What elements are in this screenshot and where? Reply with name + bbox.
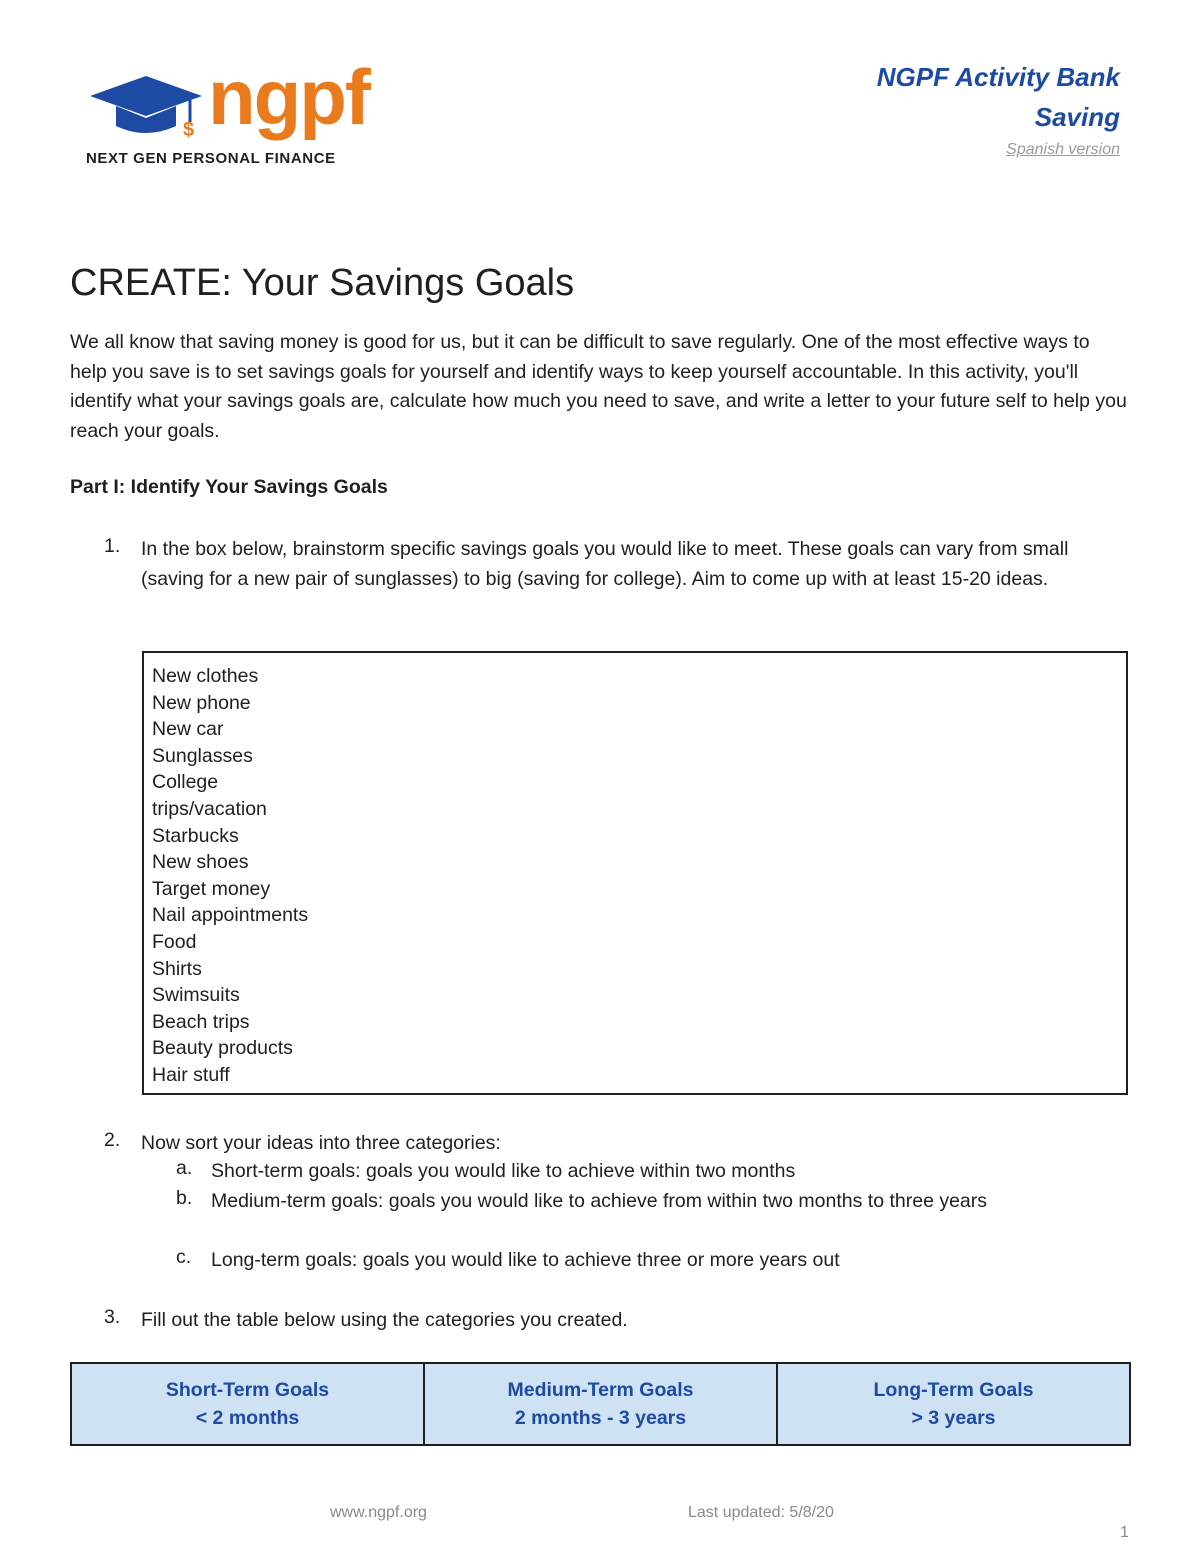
brainstorm-box[interactable] xyxy=(142,651,1128,1095)
goals-table xyxy=(70,1362,1131,1446)
q2-sub-letter: b. xyxy=(176,1187,193,1209)
brainstorm-item: Nail appointments xyxy=(152,904,309,927)
ngpf-logo xyxy=(86,53,386,174)
q2-sub-letter: a. xyxy=(176,1157,193,1179)
q1-number: 1. xyxy=(104,535,121,557)
q2-number: 2. xyxy=(104,1129,121,1151)
q2-sub-letter: c. xyxy=(176,1246,192,1268)
brainstorm-item: Hair stuff xyxy=(152,1063,230,1086)
brainstorm-item: trips/vacation xyxy=(152,797,267,820)
q2-sub-text: Short-term goals: goals you would like to achieve within two months xyxy=(211,1160,796,1182)
brainstorm-item: New phone xyxy=(152,691,251,714)
q1-text: In the box below, brainstorm specific savings goals you would like to meet. These goals can vary from small (saving for a new pair of sunglasses) to big (saving for college). Aim to come up with at least 15-20 ideas. xyxy=(141,538,1069,590)
brainstorm-item: New clothes xyxy=(152,665,259,687)
brainstorm-item: College xyxy=(152,771,219,794)
graduation-cap-icon xyxy=(86,74,204,144)
brainstorm-item: Starbucks xyxy=(152,824,239,847)
brainstorm-item: Swimsuits xyxy=(152,984,240,1007)
footer-updated: Last updated: 5/8/20 xyxy=(688,1504,834,1521)
brainstorm-item: Target money xyxy=(152,877,271,900)
brainstorm-item: Food xyxy=(152,930,197,953)
column-range: < 2 months xyxy=(195,1407,300,1429)
logo-wordmark: ngpf xyxy=(208,53,369,141)
q3-text: Fill out the table below using the categories you created. xyxy=(141,1309,628,1331)
page-title: CREATE: Your Savings Goals xyxy=(70,262,575,304)
q2-text: Now sort your ideas into three categories: xyxy=(141,1132,501,1154)
column-range: 2 months - 3 years xyxy=(514,1407,687,1429)
q2-sub-text: Medium-term goals: goals you would like to achieve from within two months to three years xyxy=(211,1190,988,1212)
part1-heading: Part I: Identify Your Savings Goals xyxy=(70,476,388,498)
brainstorm-item: New car xyxy=(152,718,224,741)
table-header-cell xyxy=(777,1363,1130,1445)
page-number: 1 xyxy=(1120,1524,1129,1541)
table-header-cell xyxy=(424,1363,777,1445)
activity-bank-title: NGPF Activity Bank xyxy=(876,62,1120,92)
q2-sub-text: Long-term goals: goals you would like to achieve three or more years out xyxy=(211,1249,840,1271)
svg-text:$: $ xyxy=(183,119,195,141)
table-header-cell xyxy=(71,1363,424,1445)
q3-number: 3. xyxy=(104,1306,121,1328)
brainstorm-item: New shoes xyxy=(152,851,249,874)
brainstorm-item: Sunglasses xyxy=(152,744,253,767)
spanish-version-link[interactable]: Spanish version xyxy=(1006,141,1120,158)
brainstorm-item: Beauty products xyxy=(152,1037,293,1060)
brainstorm-item: Beach trips xyxy=(152,1010,250,1033)
column-range: > 3 years xyxy=(911,1407,996,1429)
intro-paragraph: We all know that saving money is good for us, but it can be difficult to save regularly. One of the most effective ways to help you save is to set savings goals for yourself and identify ways to keep yourself accountable. In this activity, you'll identify what your savings goals are, calculate how much you need to save, and write a letter to your future self to help you reach your goals. xyxy=(70,331,1127,442)
column-title: Short-Term Goals xyxy=(165,1379,330,1401)
logo-subtitle: NEXT GEN PERSONAL FINANCE xyxy=(86,150,336,167)
table-header-row xyxy=(71,1363,1130,1445)
column-title: Medium-Term Goals xyxy=(507,1379,694,1401)
column-title: Long-Term Goals xyxy=(873,1379,1034,1401)
activity-topic: Saving xyxy=(1034,102,1120,132)
brainstorm-item: Shirts xyxy=(152,957,202,980)
footer-url[interactable]: www.ngpf.org xyxy=(330,1504,427,1521)
